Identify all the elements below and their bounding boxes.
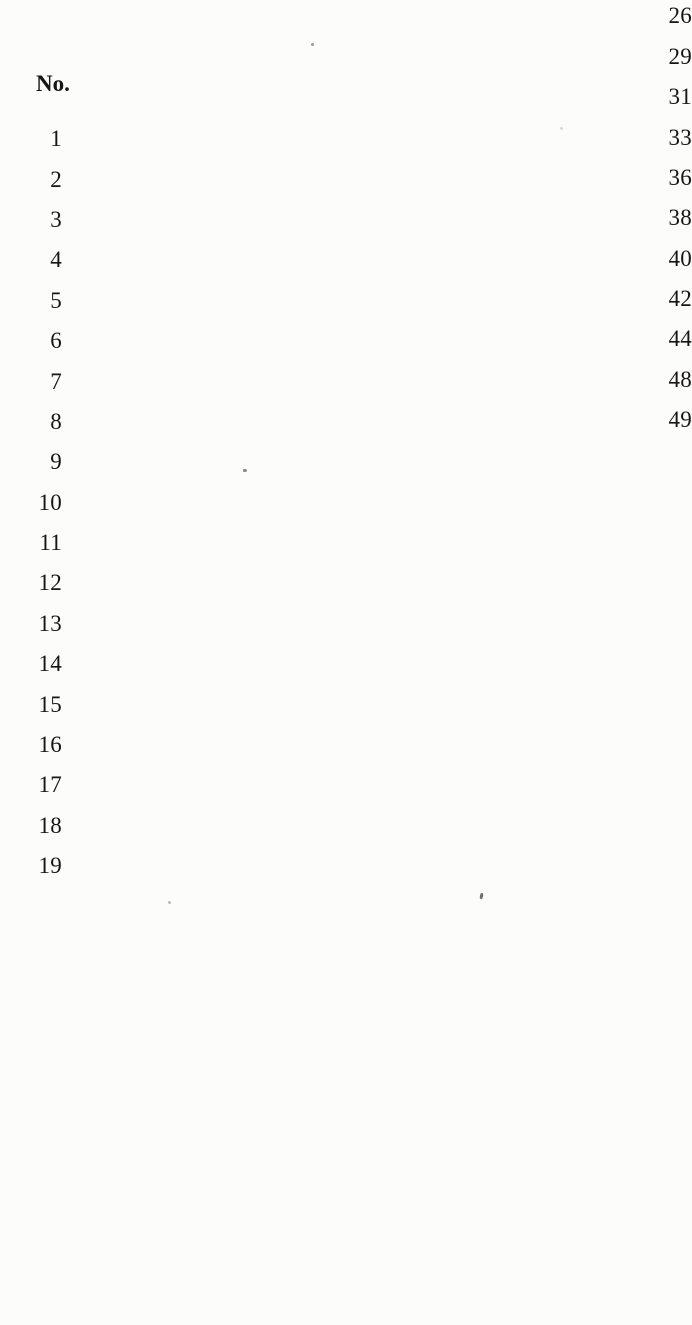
chapter-number: 12: [38, 570, 62, 596]
chapter-number: 9: [50, 449, 62, 475]
scan-speck: [311, 43, 314, 46]
page-number: 31: [92, 84, 692, 1002]
chapter-number: 7: [50, 368, 62, 394]
chapter-number: 17: [38, 772, 62, 798]
chapter-number: 15: [38, 691, 62, 717]
column-header-no: No.: [36, 71, 70, 96]
scan-speck: [560, 127, 563, 130]
page-number: 29: [92, 44, 692, 962]
chapter-number: 14: [38, 651, 62, 677]
page-number: 36: [92, 165, 692, 1083]
chapter-number: 2: [50, 166, 62, 192]
chapter-number: 5: [50, 287, 62, 313]
chapter-number: 18: [38, 812, 62, 838]
page-number: 38: [92, 205, 692, 1123]
chapter-number: 11: [39, 530, 62, 556]
page-number: 48: [92, 367, 692, 1285]
chapter-number: 4: [50, 247, 62, 273]
chapter-number: 19: [38, 853, 62, 879]
page-number: 40: [92, 246, 692, 1164]
scan-speck: [243, 469, 247, 472]
scan-speck: [168, 901, 171, 904]
chapter-number: 13: [38, 610, 62, 636]
chapter-number: 6: [50, 328, 62, 354]
page-number: 26: [92, 3, 692, 921]
chapter-number: 3: [50, 206, 62, 232]
page-number: 33: [92, 125, 692, 1043]
chapter-number: 16: [38, 732, 62, 758]
page-number: 44: [92, 326, 692, 1244]
chapter-number: 10: [38, 489, 62, 515]
chapter-number: 1: [50, 126, 62, 152]
page-number: 42: [92, 286, 692, 1204]
page-number: 49: [92, 407, 692, 1325]
chapter-number: 8: [50, 408, 62, 434]
